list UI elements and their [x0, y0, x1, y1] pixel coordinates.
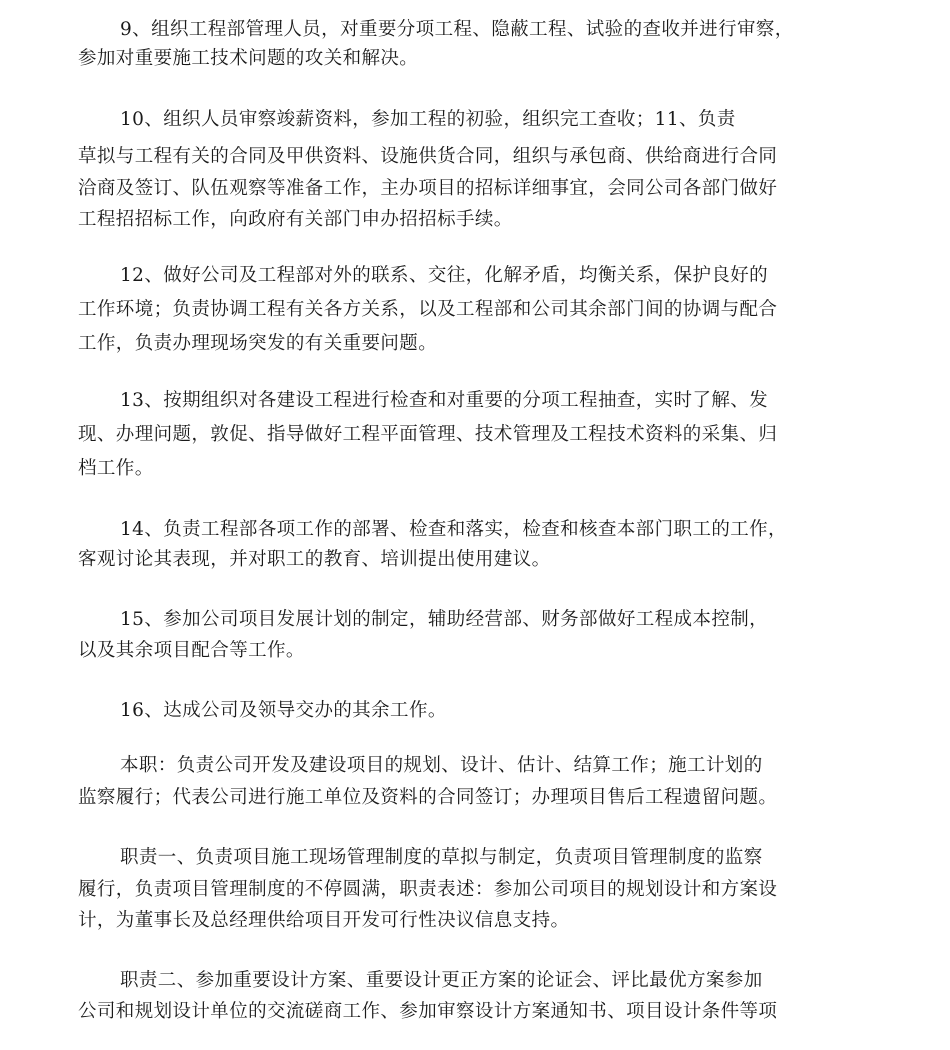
text-line: 草拟与工程有关的合同及甲供资料、设施供货合同，组织与承包商、供给商进行合同: [78, 146, 778, 167]
text-line: 14、负责工程部各项工作的部署、检查和落实，检查和核查本部门职工的工作，: [120, 519, 787, 540]
text-line: 公司和规划设计单位的交流磋商工作、参加审察设计方案通知书、项目设计条件等项: [78, 1001, 778, 1022]
text-line: 本职：负责公司开发及建设项目的规划、设计、估计、结算工作；施工计划的: [120, 755, 763, 776]
text-line: 15、参加公司项目发展计划的制定，辅助经营部、财务部做好工程成本控制，: [120, 609, 769, 630]
text-line: 洽商及签订、队伍观察等准备工作，主办项目的招标详细事宜，会同公司各部门做好: [78, 178, 778, 199]
text-line: 客观讨论其表现，并对职工的教育、培训提出使用建议。: [78, 549, 551, 570]
text-line: 职责二、参加重要设计方案、重要设计更正方案的论证会、评比最优方案参加: [120, 970, 763, 991]
text-line: 工程招招标工作，向政府有关部门申办招招标手续。: [78, 209, 513, 230]
text-line: 10、组织人员审察竣薪资料，参加工程的初验，组织完工查收；11、负责: [120, 109, 736, 130]
text-line: 以及其余项目配合等工作。: [78, 640, 305, 661]
text-line: 16、达成公司及领导交办的其余工作。: [120, 700, 447, 721]
text-line: 工作，负责办理现场突发的有关重要问题。: [78, 333, 438, 354]
text-line: 13、按期组织对各建设工程进行检查和对重要的分项工程抽查，实时了解、发: [120, 390, 769, 411]
text-line: 工作环境；负责协调工程有关各方关系，以及工程部和公司其余部门间的协调与配合: [78, 299, 778, 320]
text-line: 履行，负责项目管理制度的不停圆满，职责表述：参加公司项目的规划设计和方案设: [78, 879, 778, 900]
text-line: 9、组织工程部管理人员，对重要分项工程、隐蔽工程、试验的查收并进行审察，: [120, 19, 794, 40]
text-line: 职责一、负责项目施工现场管理制度的草拟与制定，负责项目管理制度的监察: [120, 847, 763, 868]
text-line: 参加对重要施工技术问题的攻关和解决。: [78, 48, 419, 69]
text-line: 现、办理问题，敦促、指导做好工程平面管理、技术管理及工程技术资料的采集、归: [78, 424, 778, 445]
text-line: 12、做好公司及工程部对外的联系、交往，化解矛盾，均衡关系，保护良好的: [120, 265, 769, 286]
text-line: 监察履行；代表公司进行施工单位及资料的合同签订；办理项目售后工程遗留问题。: [78, 787, 778, 808]
text-line: 计，为董事长及总经理供给项目开发可行性决议信息支持。: [78, 910, 570, 931]
text-line: 档工作。: [78, 458, 154, 479]
